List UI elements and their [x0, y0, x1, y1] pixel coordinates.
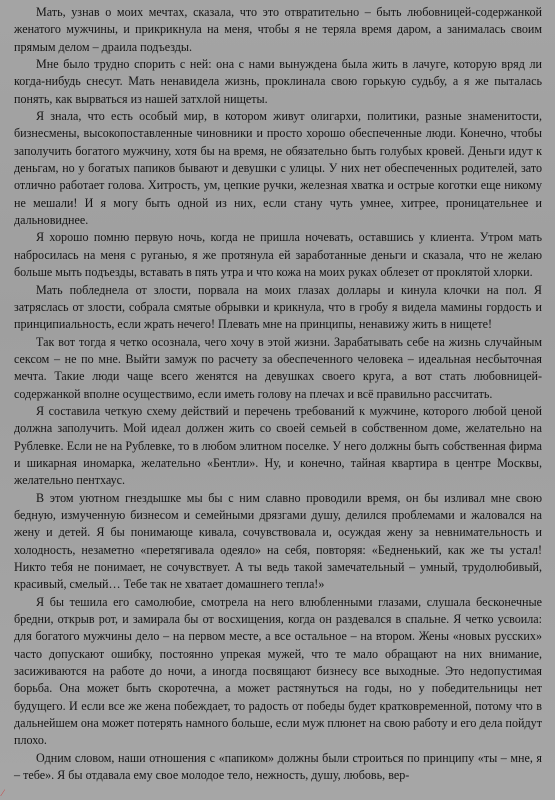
paragraph-9: Я бы тешила его самолюбие, смотрела на него влюбленными глазами, слушала бесконечные бредни, открыв рот, и замирала бы от восхищения, когда он раздевался в спальне. Я четко усвоила: для богатого мужчины дело – на первом месте, а все остальное – на втором. Жены «новых русских» часто допускают ошибку, постоянно упрекая мужей, что те мало обращают на них внимание, засиживаются на работе до ночи, а иногда посвящают бизнесу все выходные. Это недопустимая борьба. Она может быть скоротечна, а может растянуться на годы, но у победительницы нет будущего. И если все же жена побеждает, то радость от победы будет кратковременной, потому что в дальнейшем она может потерять намного больше, если муж плюнет на свою работу и его дела пойдут плохо.	[14, 594, 542, 748]
paragraph-3: Я знала, что есть особый мир, в котором живут олигархи, политики, разные знаменитости, бизнесмены, высокопоставленные чиновники и просто хорошо обеспеченные люди. Конечно, чтобы заполучить богатого мужчину, хотя бы на время, не обязательно быть голубых кровей. Деньги идут к деньгам, но у богатых папиков бывают и девушки с улицы. У них нет обеспеченных родителей, зато отлично работает голова. Хитрость, ум, цепкие ручки, железная хватка и острые коготки еще никому не мешали! И я могу быть одной из них, если стану чуть умнее, хитрее, проницательнее и дальновиднее.	[14, 109, 542, 228]
paragraph-6: Так вот тогда я четко осознала, чего хочу в этой жизни. Зарабатывать себе на жизнь случайным сексом – не по мне. Выйти замуж по расчету за обеспеченного человека – идеальная несбыточная мечта. Такие люди чаще всего женятся на девушках своего круга, а вот стать любовницей-содержанкой вполне осуществимо, если иметь голову на плечах и всё правильно рассчитать.	[14, 334, 542, 401]
paragraph-1: Мать, узнав о моих мечтах, сказала, что это отвратительно – быть любовницей-содержанкой женатого мужчины, и прикрикнула на меня, чтобы я не теряла время даром, а занималась своим прямым делом – драила подъезды.	[14, 5, 542, 54]
corner-scan-mark: ⁄	[2, 788, 4, 798]
paragraph-10: Одним словом, наши отношения с «папиком» должны были строиться по принципу «ты – мне, я – тебе». Я бы отдавала ему свое молодое тело, нежность, душу, любовь, вер-	[14, 750, 542, 783]
paragraph-4: Я хорошо помню первую ночь, когда не пришла ночевать, оставшись у клиента. Утром мать набросилась на меня с руганью, я же протянула ей заработанные деньги и сказала, что не желаю больше мыть подъезды, вставать в пять утра и что кожа на моих руках облезет от проклятой хлорки.	[14, 230, 542, 280]
paragraph-7: Я составила четкую схему действий и перечень требований к мужчине, которого любой ценой должна заполучить. Мой идеал должен жить со своей семьей в собственном доме, желательно на Рублевке. Если не на Рублевке, то в любом элитном поселке. У него должны быть собственная фирма и шикарная иномарка, желательно «Бентли». Ну, и конечно, тайная квартира в центре Москвы, желательно пентхаус.	[14, 403, 542, 488]
paragraph-5: Мать побледнела от злости, порвала на моих глазах доллары и кинула клочки на пол. Я затряслась от злости, собрала смятые обрывки и крикнула, что в гробу я видела мамины гордость и принципиальность, если жрать нечего! Плевать мне на принципы, ненавижу жить в нищете!	[14, 282, 542, 332]
paragraph-8: В этом уютном гнездышке мы бы с ним славно проводили время, он бы изливал мне свою бедную, измученную бизнесом и семейными дрязгами душу, делился проблемами и жаловался на жену и детей. Я бы понимающе кивала, сочувствовала и, осуждая жену за невнимательность и холодность, незаметно «перетягивала одеяло» на себя, повторяя: «Бедненький, как же ты устал! Никто тебя не понимает, не сочувствует. А ты ведь такой замечательный – умный, трудолюбивый, красивый, смелый… Тебе так не хватает домашнего тепла!»	[14, 490, 542, 592]
paragraph-2: Мне было трудно спорить с ней: она с нами вынуждена была жить в лачуге, которую вряд ли когда-нибудь снесут. Мать ненавидела жизнь, проклинала свою горькую судьбу, а я же пыталась понять, как вырваться из нашей затхлой нищеты.	[14, 57, 542, 106]
